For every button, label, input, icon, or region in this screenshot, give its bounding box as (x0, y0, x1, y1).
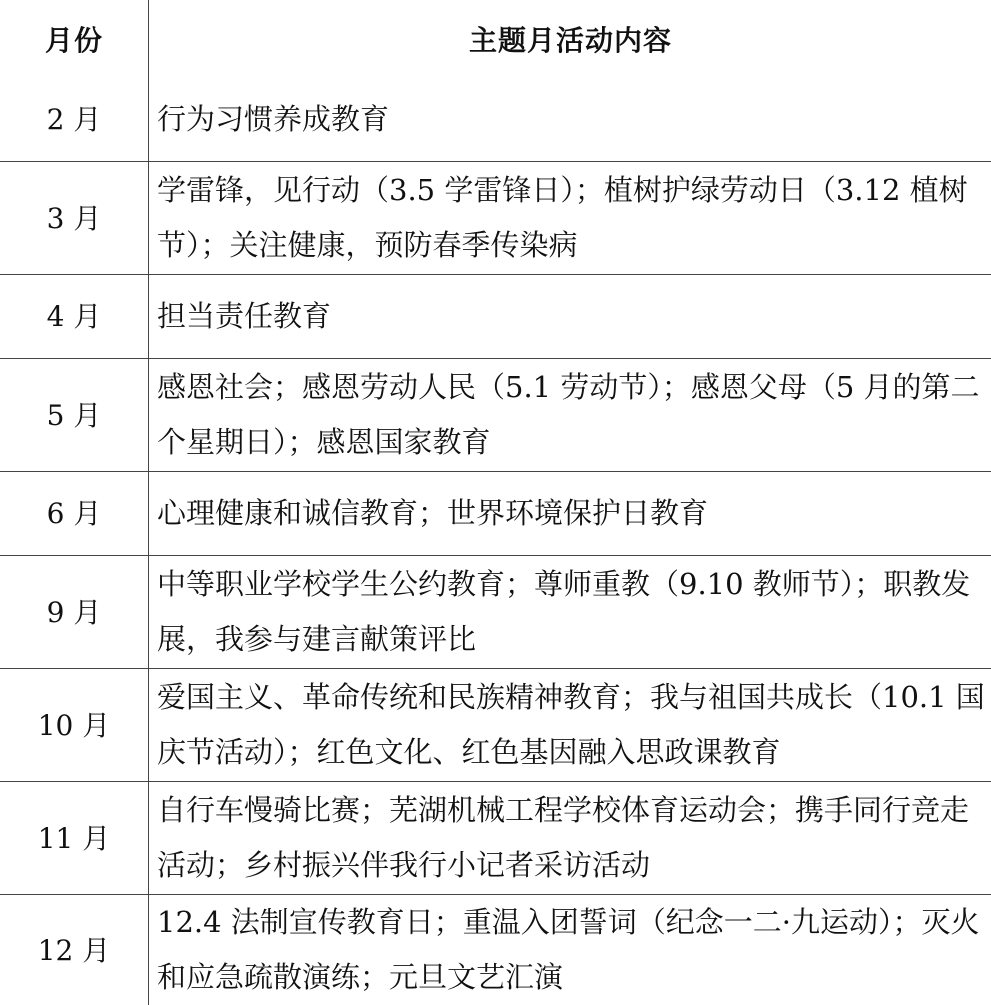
content-cell: 自行车慢骑比赛；芜湖机械工程学校体育运动会；携手同行竞走活动；乡村振兴伴我行小记者采访活动 (149, 782, 991, 895)
content-cell: 12.4 法制宣传教育日；重温入团誓词（纪念一二·九运动）；灭火和应急疏散演练；元旦文艺汇演 (149, 895, 991, 1005)
header-content: 主题月活动内容 (149, 0, 991, 78)
content-cell: 学雷锋，见行动（3.5 学雷锋日）；植树护绿劳动日（3.12 植树节）；关注健康，预防春季传染病 (149, 162, 991, 275)
content-cell: 感恩社会；感恩劳动人民（5.1 劳动节）；感恩父母（5 月的第二个星期日）；感恩国家教育 (149, 359, 991, 472)
content-cell: 担当责任教育 (149, 275, 991, 359)
table-row (0, 556, 991, 669)
content-cell: 心理健康和诚信教育；世界环境保护日教育 (149, 472, 991, 556)
table-row (0, 162, 991, 275)
header-month: 月份 (0, 0, 149, 78)
table-row (0, 472, 991, 556)
table-row (0, 78, 991, 162)
month-cell: 9 月 (0, 556, 149, 669)
month-cell: 11 月 (0, 782, 149, 895)
content-cell: 行为习惯养成教育 (149, 78, 991, 162)
month-cell: 4 月 (0, 275, 149, 359)
month-cell: 6 月 (0, 472, 149, 556)
header-row (0, 0, 991, 78)
content-cell: 爱国主义、革命传统和民族精神教育；我与祖国共成长（10.1 国庆节活动）；红色文化、红色基因融入思政课教育 (149, 669, 991, 782)
table-row (0, 669, 991, 782)
month-cell: 12 月 (0, 895, 149, 1005)
table-row (0, 782, 991, 895)
content-cell: 中等职业学校学生公约教育；尊师重教（9.10 教师节）；职教发展，我参与建言献策评比 (149, 556, 991, 669)
table-body (0, 78, 991, 1005)
month-cell: 2 月 (0, 78, 149, 162)
table-row (0, 359, 991, 472)
table-row (0, 275, 991, 359)
month-cell: 5 月 (0, 359, 149, 472)
table-row (0, 895, 991, 1005)
month-cell: 3 月 (0, 162, 149, 275)
month-cell: 10 月 (0, 669, 149, 782)
table-header (0, 0, 991, 78)
